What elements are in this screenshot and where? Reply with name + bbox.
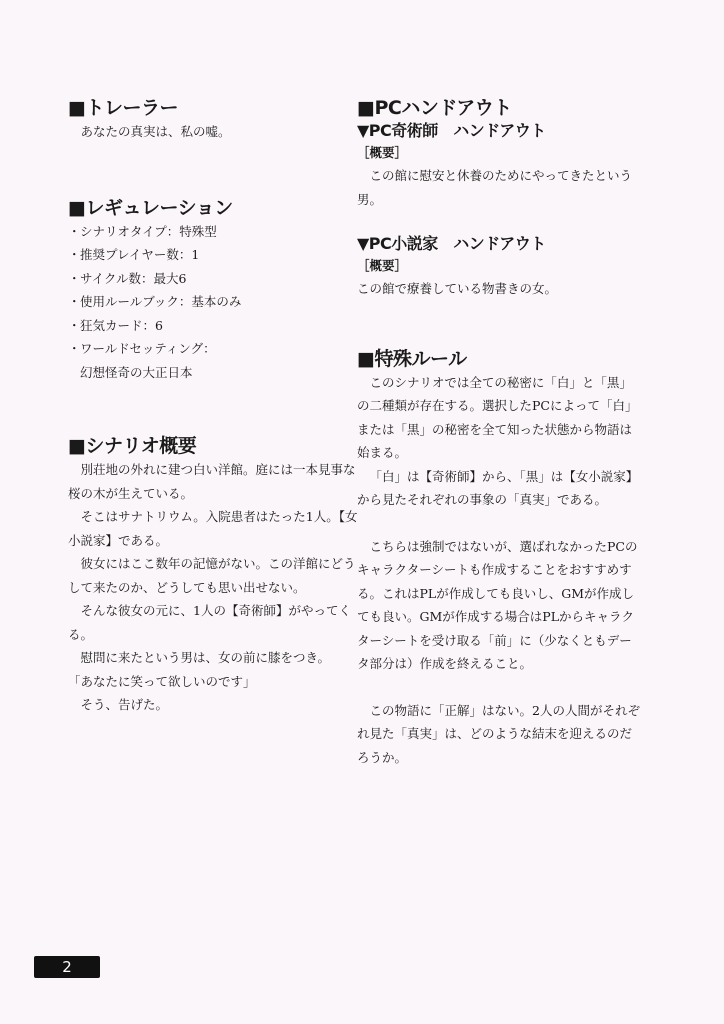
summary-heading: ■シナリオ概要 [68, 435, 197, 457]
list-item: ・狂気カード：6 [68, 317, 163, 333]
regulation-section [68, 196, 358, 385]
summary-paragraph: そう、告げた。 [80, 697, 169, 712]
magician-handout-text: この館に慰安と休養のためにやってきたという男。 [357, 168, 633, 207]
summary-paragraph: そんな彼女の元に、1人の【奇術師】がやってくる。 [68, 603, 351, 642]
summary-paragraph: 慰問に来たという男は、女の前に膝をつき。 [80, 650, 331, 665]
summary-paragraph: そこはサナトリウム。入院患者はたった1人。【女小説家】である。 [68, 509, 358, 548]
handout-heading: ■PCハンドアウト [357, 97, 512, 119]
page-number: 2 [34, 956, 100, 978]
list-item: ・サイクル数：最大6 [68, 270, 187, 286]
special-rules-paragraph: このシナリオでは全ての秘密に「白」と「黒」の二種類が存在する。選択したPCによって「白」または「黒」の秘密を全て知った状態から物語は始まる。 [357, 374, 638, 460]
summary-quote: 「あなたに笑って欲しいのです」 [68, 673, 256, 689]
list-item-continuation: 幻想怪奇の大正日本 [80, 364, 193, 380]
right-column [357, 96, 642, 769]
special-rules-heading: ■特殊ルール [357, 347, 467, 370]
regulation-heading: ■レギュレーション [68, 196, 233, 219]
special-rules-paragraph: この物語に「正解」はない。2人の人間がそれぞれ見た「真実」は、どのような結末を迎えるのだろうか。 [357, 702, 640, 765]
special-rules-paragraph: こちらは強制ではないが、選ばれなかったPCのキャラクターシートも作成することをおすすめする。これはPLが作成しても良いし、GMが作成しても良い。GMが作成する場合はPLからキャラクターシートを受け取る「前」に（少なくともデータ部分は）作成を終えること。 [357, 538, 638, 671]
list-item: ・使用ルールブック：基本のみ [68, 294, 242, 309]
trailer-heading: ■トレーラー [68, 97, 178, 119]
magician-overview-tag: ［概要］ [357, 145, 408, 160]
handout-section [357, 96, 642, 301]
novelist-handout-text: この館で療養している物書きの女。 [357, 281, 558, 296]
novelist-handout-heading: ▼PC小説家 ハンドアウト [357, 234, 546, 253]
magician-handout-heading: ▼PC奇術師 ハンドアウト [357, 121, 546, 140]
list-item: ・シナリオタイプ：特殊型 [68, 223, 217, 239]
regulation-list [68, 220, 358, 385]
summary-paragraph: 別荘地の外れに建つ白い洋館。庭には一本見事な桜の木が生えている。 [68, 462, 356, 501]
summary-section [68, 434, 358, 717]
special-rules-section [357, 347, 642, 770]
list-item: ・ワールドセッティング： [68, 341, 216, 356]
list-item: ・推奨プレイヤー数：1 [68, 247, 200, 262]
summary-paragraph: 彼女にはここ数年の記憶がない。この洋館にどうして来たのか、どうしても思い出せない。 [68, 556, 356, 595]
trailer-section [68, 96, 358, 144]
novelist-overview-tag: ［概要］ [357, 258, 408, 273]
left-column [68, 96, 358, 717]
special-rules-paragraph: 「白」は【奇術師】から、「黒」は【女小説家】から見たそれぞれの事象の「真実」である。 [357, 468, 639, 507]
trailer-text: あなたの真実は、私の嘘。 [80, 124, 231, 139]
